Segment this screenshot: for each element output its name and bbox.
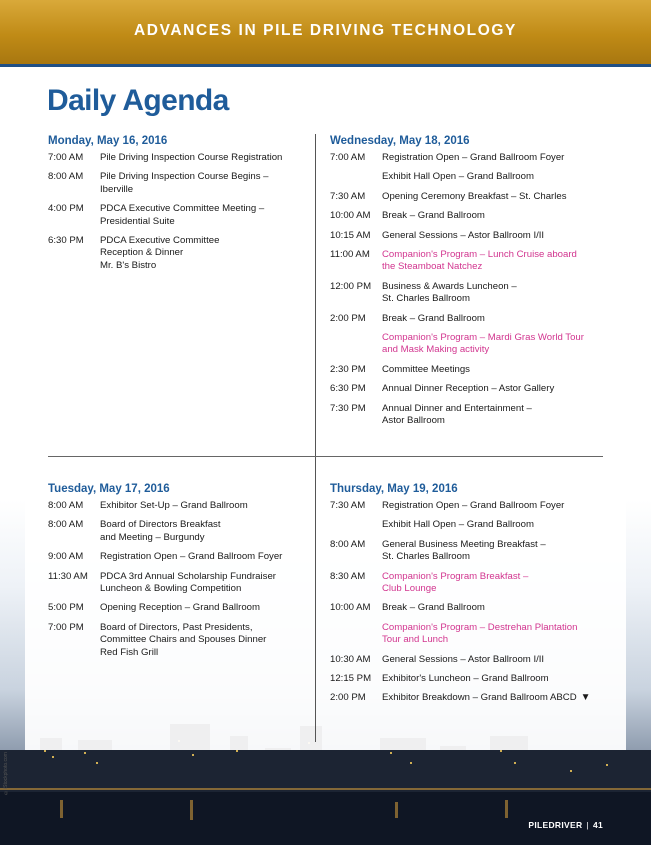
event-description: Business & Awards Luncheon – St. Charles Ballroom [382, 280, 517, 305]
row-divider [48, 456, 603, 457]
event-time: 9:00 AM [48, 551, 84, 563]
magazine-name: PILEDRIVER [528, 820, 583, 830]
agenda-item [48, 235, 310, 272]
agenda-item-companion [330, 622, 610, 647]
agenda-item [330, 210, 610, 222]
agenda-item-companion [330, 249, 610, 274]
event-description: General Sessions – Astor Ballroom I/II [382, 653, 545, 665]
event-time: 4:00 PM [48, 203, 84, 215]
event-time: 6:30 PM [330, 383, 366, 395]
event-time: 8:00 AM [48, 500, 84, 511]
event-time: 10:00 AM [330, 210, 371, 222]
end-mark-icon: ▼ [580, 692, 591, 704]
event-time [330, 622, 382, 647]
footer-separator: | [586, 820, 589, 830]
page-number: 41 [592, 820, 603, 830]
agenda-item [330, 654, 610, 666]
event-time [330, 519, 382, 531]
event-description: Break – Grand Ballroom [382, 210, 485, 222]
event-description: Pile Driving Inspection Course Begins – Iberville [100, 171, 269, 195]
event-time: 10:00 AM [330, 602, 371, 614]
event-time: 2:00 PM [330, 312, 366, 324]
agenda-item [48, 203, 310, 228]
event-description: PDCA Executive Committee Reception & Dinner Mr. B's Bistro [100, 235, 220, 271]
event-description: Board of Directors, Past Presidents, Committee Chairs and Spouses Dinner Red Fish Grill [100, 621, 267, 658]
agenda-item [330, 230, 610, 242]
event-time [330, 171, 382, 183]
event-description: Companion's Program – Mardi Gras World Tour and Mask Making activity [382, 332, 584, 356]
event-time: 11:30 AM [48, 570, 88, 582]
agenda-item [330, 171, 610, 183]
event-description-text: Exhibitor Breakdown – Grand Ballroom ABCD [382, 692, 577, 704]
event-description: Registration Open – Grand Ballroom Foyer [100, 551, 283, 563]
event-time: 7:30 PM [330, 402, 366, 414]
event-description: Board of Directors Breakfast and Meeting – Burgundy [100, 519, 221, 543]
event-time [330, 332, 382, 357]
agenda-item [48, 152, 310, 164]
event-time: 8:30 AM [330, 570, 366, 582]
agenda-item [330, 383, 610, 395]
event-time: 12:00 PM [330, 280, 372, 292]
event-description: Opening Ceremony Breakfast – St. Charles [382, 190, 567, 202]
agenda-item [330, 539, 610, 564]
day-thursday [330, 482, 610, 712]
event-description: PDCA Executive Committee Meeting – Presidential Suite [100, 203, 265, 227]
agenda-item-companion [330, 571, 610, 596]
agenda-item [330, 602, 610, 614]
event-time: 2:30 PM [330, 363, 366, 375]
day-wednesday [330, 134, 610, 435]
event-description: General Sessions – Astor Ballroom I/II [382, 229, 545, 241]
event-description: Companion's Program – Destrehan Plantation Tour and Lunch [382, 621, 578, 646]
agenda-item [330, 281, 610, 306]
event-time: 11:00 AM [330, 249, 370, 261]
event-time: 7:00 AM [330, 152, 366, 163]
page-title: Daily Agenda [47, 84, 229, 117]
event-time: 6:30 PM [48, 235, 84, 247]
event-time: 7:00 AM [48, 152, 84, 163]
event-description: Break – Grand Ballroom [382, 312, 485, 324]
agenda-item [330, 364, 610, 376]
agenda-item [330, 152, 610, 164]
agenda-item [330, 500, 610, 512]
agenda-item [330, 673, 610, 685]
event-time: 7:30 AM [330, 500, 366, 511]
day-date: Thursday, May 19, 2016 [330, 483, 458, 495]
event-description: Exhibit Hall Open – Grand Ballroom [382, 519, 534, 531]
column-divider [315, 134, 316, 742]
event-description: Break – Grand Ballroom [382, 602, 485, 614]
event-time: 8:00 AM [330, 538, 366, 550]
agenda-item [48, 622, 310, 659]
event-description: Registration Open – Grand Ballroom Foyer [382, 152, 565, 163]
day-date: Wednesday, May 18, 2016 [330, 135, 470, 147]
event-time: 10:15 AM [330, 229, 371, 241]
event-time: 12:15 PM [330, 673, 372, 685]
event-description: Opening Reception – Grand Ballroom [100, 602, 260, 614]
day-date: Monday, May 16, 2016 [48, 135, 168, 147]
event-description: Exhibit Hall Open – Grand Ballroom [382, 171, 534, 183]
event-time: 10:30 AM [330, 653, 371, 665]
event-description: Registration Open – Grand Ballroom Foyer [382, 500, 565, 511]
event-time: 7:30 AM [330, 190, 366, 202]
event-time: 2:00 PM [330, 692, 366, 704]
agenda-item [48, 551, 310, 563]
agenda-item [330, 692, 610, 704]
page-footer [528, 820, 603, 830]
agenda-item [48, 571, 310, 596]
agenda-item [48, 500, 310, 512]
photo-credit: ©iStockphoto.com [3, 752, 9, 795]
agenda-item [48, 602, 310, 614]
header-title: ADVANCES IN PILE DRIVING TECHNOLOGY [134, 22, 517, 39]
event-time: 8:00 AM [48, 519, 84, 531]
event-time: 5:00 PM [48, 602, 84, 614]
event-time: 7:00 PM [48, 621, 84, 633]
event-time: 8:00 AM [48, 171, 84, 183]
agenda-item [330, 519, 610, 531]
event-description: Pile Driving Inspection Course Registration [100, 152, 283, 163]
agenda-item [330, 191, 610, 203]
day-monday [48, 134, 310, 279]
event-description: General Business Meeting Breakfast – St. Charles Ballroom [382, 538, 546, 563]
agenda-item [48, 171, 310, 196]
event-description: Committee Meetings [382, 363, 470, 375]
day-date: Tuesday, May 17, 2016 [48, 483, 170, 495]
event-description: Companion's Program Breakfast – Club Lounge [382, 570, 529, 595]
event-description: Exhibitor's Luncheon – Grand Ballroom [382, 673, 549, 685]
event-description: Annual Dinner Reception – Astor Gallery [382, 383, 555, 395]
agenda-item [330, 313, 610, 325]
event-description: Exhibitor Set-Up – Grand Ballroom [100, 500, 248, 511]
event-description: Companion's Program – Lunch Cruise aboard the Steamboat Natchez [382, 249, 577, 273]
agenda-item-companion [330, 332, 610, 357]
day-tuesday [48, 482, 310, 666]
agenda-item [48, 519, 310, 544]
event-description [382, 692, 610, 704]
agenda-item [330, 403, 610, 428]
header-rule [0, 64, 651, 67]
event-description: Annual Dinner and Entertainment – Astor Ballroom [382, 402, 532, 427]
event-description: PDCA 3rd Annual Scholarship Fundraiser Luncheon & Bowling Competition [100, 570, 276, 595]
